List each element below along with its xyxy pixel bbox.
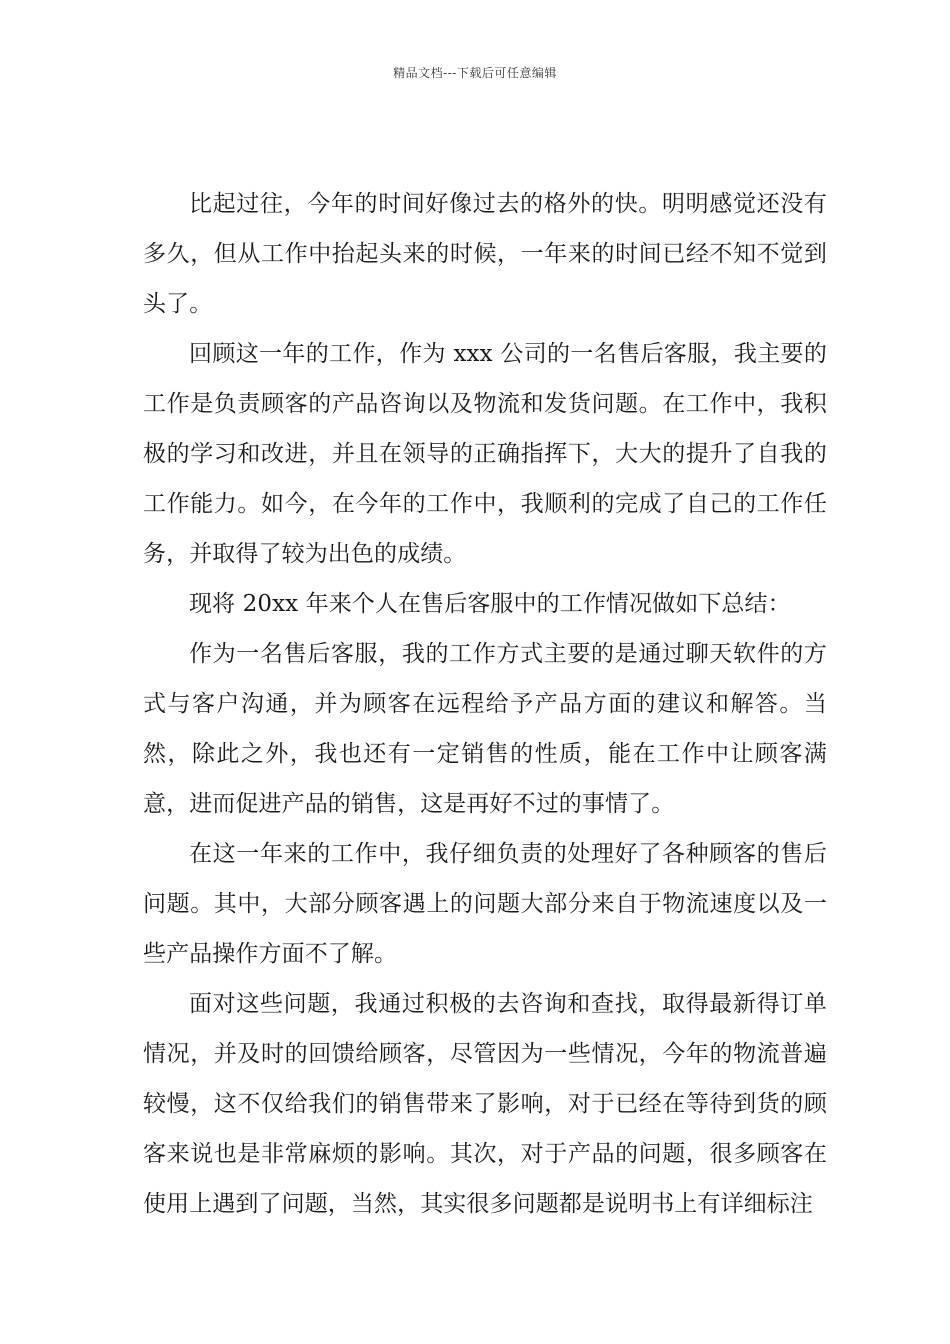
paragraph-1: 比起过往，今年的时间好像过去的格外的快。明明感觉还没有多久，但从工作中抬起头来的时候，一年来的时间已经不知不觉到头了。: [143, 191, 827, 317]
paragraph-3: 现将 20xx 年来个人在售后客服中的工作情况做如下总结：: [189, 591, 791, 617]
paragraph-2: 回顾这一年的工作，作为 xxx 公司的一名售后客服，我主要的工作是负责顾客的产品咨询以及物流和发货问题。在工作中，我积极的学习和改进，并且在领导的正确指挥下，大大的提升了自我的工作能力。如今，在今年的工作中，我顺利的完成了自己的工作任务，并取得了较为出色的成绩。: [143, 341, 827, 567]
page-header: 精品文档---下载后可任意编辑: [393, 66, 557, 80]
document-body: [143, 179, 827, 1229]
paragraph-4: 作为一名售后客服，我的工作方式主要的是通过聊天软件的方式与客户沟通，并为顾客在远程给予产品方面的建议和解答。当然，除此之外，我也还有一定销售的性质，能在工作中让顾客满意，进而促进产品的销售，这是再好不过的事情了。: [143, 641, 827, 817]
paragraph-5: 在这一年来的工作中，我仔细负责的处理好了各种顾客的售后问题。其中，大部分顾客遇上的问题大部分来自于物流速度以及一些产品操作方面不了解。: [143, 841, 827, 967]
paragraph-6: 面对这些问题，我通过积极的去咨询和查找，取得最新得订单情况，并及时的回馈给顾客，尽管因为一些情况，今年的物流普遍较慢，这不仅给我们的销售带来了影响，对于已经在等待到货的顾客来说也是非常麻烦的影响。其次，对于产品的问题，很多顾客在使用上遇到了问题，当然，其实很多问题都是说明书上有详细标注: [143, 991, 827, 1217]
